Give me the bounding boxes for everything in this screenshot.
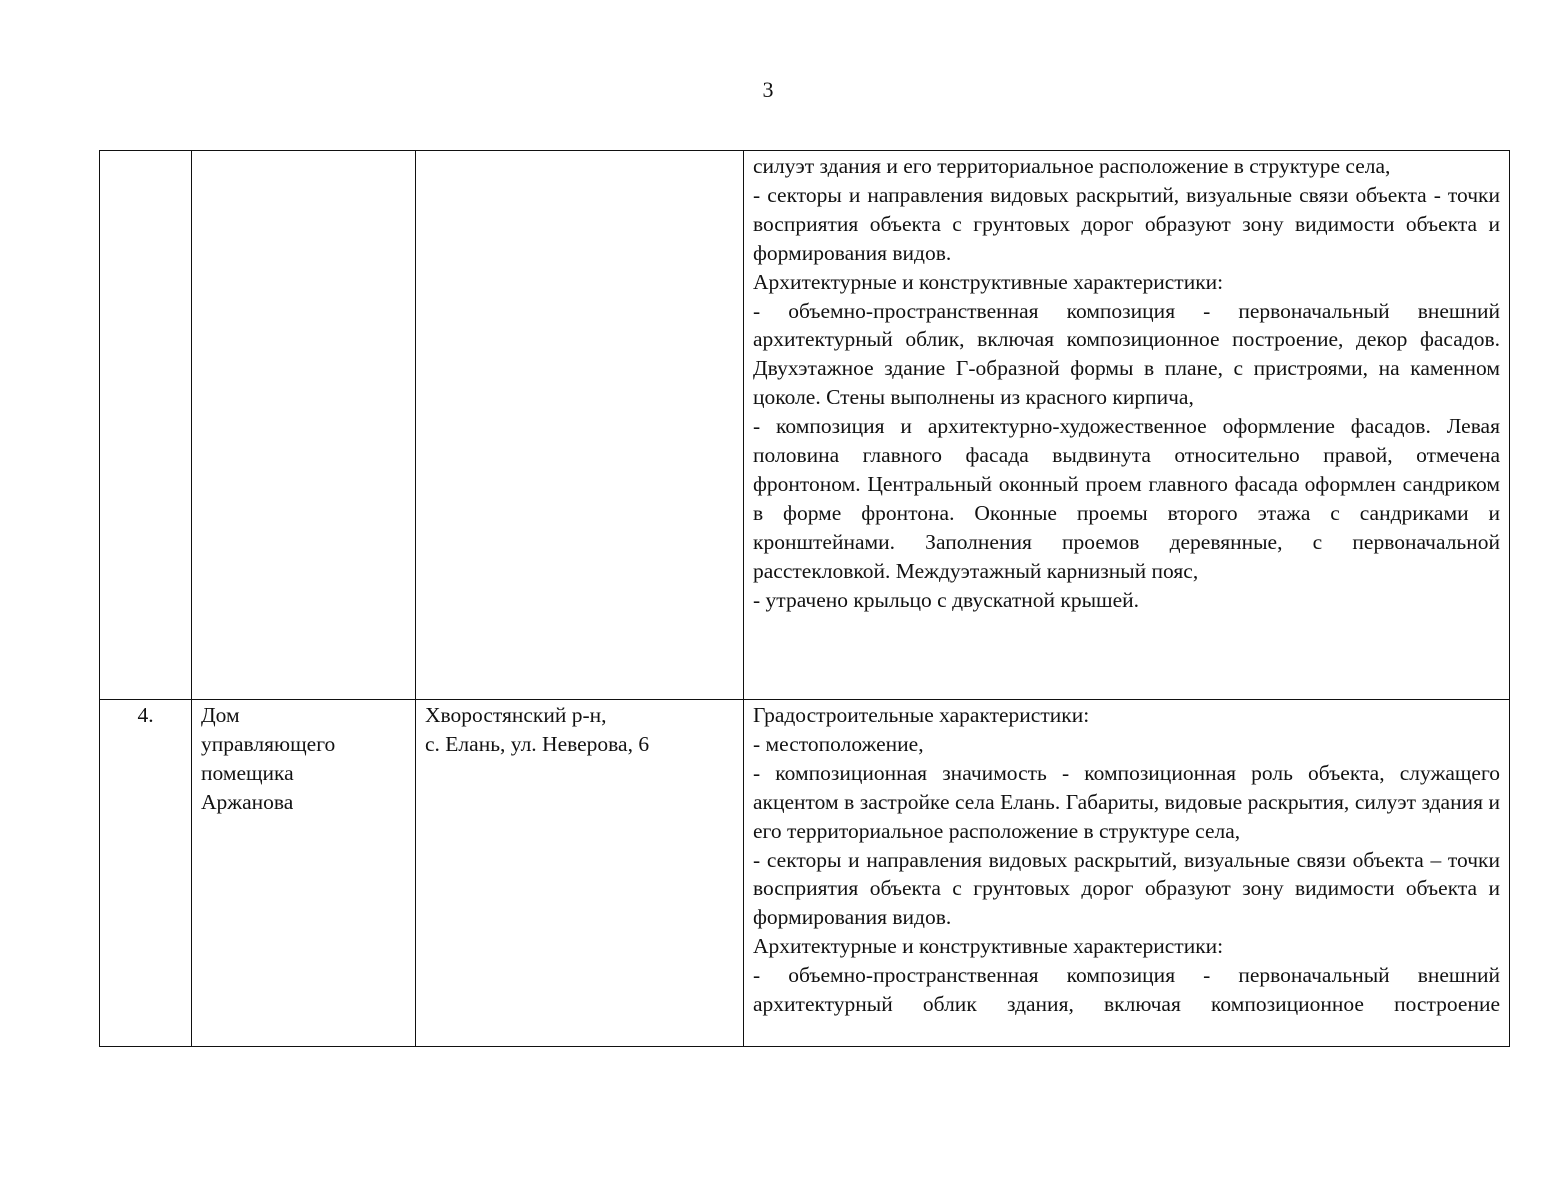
object-name-line: управляющего: [201, 731, 336, 756]
object-address-cell: [416, 700, 744, 1047]
table-row: [100, 151, 1510, 700]
description-paragraph: - объемно-пространственная композиция - первоначальный внешний архитектурный облик здания, включая композиционное построение: [753, 963, 1500, 1017]
object-address-cell: [416, 151, 744, 700]
object-name-cell: [192, 700, 416, 1047]
page-number: 3: [762, 77, 774, 102]
object-name-cell: [192, 151, 416, 700]
object-address-line: с. Елань, ул. Неверова, 6: [425, 731, 650, 756]
description-paragraph: - объемно-пространственная композиция - первоначальный внешний архитектурный облик, включая композиционное построение, декор фасадов. Двухэтажное здание Г-образной формы в плане, с пристроями, на каменном цоколе. Стены выполнены из красного кирпича,: [753, 298, 1500, 410]
description-paragraph: - секторы и направления видовых раскрытий, визуальные связи объекта – точки восприятия объекта с грунтовых дорог образуют зону видимости объекта и формирования видов.: [753, 847, 1500, 930]
object-description-cell: [744, 151, 1510, 700]
description-paragraph: - секторы и направления видовых раскрытий, визуальные связи объекта - точки восприятия объекта с грунтовых дорог образуют зону видимости объекта и формирования видов.: [753, 182, 1500, 265]
table-row: [100, 700, 1510, 1047]
object-description-cell: [744, 700, 1510, 1047]
description-paragraph: Архитектурные и конструктивные характеристики:: [753, 934, 1224, 959]
description-paragraph: Градостроительные характеристики:: [753, 703, 1090, 727]
description-paragraph: - композиционная значимость - композиционная роль объекта, служащего акцентом в застройке села Елань. Габариты, видовые раскрытия, силуэт здания и его территориальное расположение в структуре села,: [753, 760, 1500, 843]
description-paragraph: - местоположение,: [753, 731, 924, 756]
description-paragraph: Архитектурные и конструктивные характеристики:: [753, 269, 1224, 294]
description-paragraph: - композиция и архитектурно-художественное оформление фасадов. Левая половина главного фасада выдвинута относительно правой, отмечена фронтоном. Центральный оконный проем главного фасада оформлен сандриком в форме фронтона. Оконные проемы второго этажа с сандриками и кронштейнами. Заполнения проемов деревянные, с первоначальной расстекловкой. Междуэтажный карнизный пояс,: [753, 414, 1500, 583]
row-number-cell: 4.: [100, 700, 192, 1047]
description-paragraph: - утрачено крыльцо с двускатной крышей.: [753, 587, 1139, 612]
row-number-cell: [100, 151, 192, 700]
object-name-line: помещика: [201, 760, 294, 785]
object-name-line: Аржанова: [201, 789, 294, 814]
object-address-line: Хворостянский р-н,: [425, 703, 607, 727]
heritage-objects-table: [99, 150, 1510, 1047]
description-paragraph: силуэт здания и его территориальное расположение в структуре села,: [753, 154, 1391, 178]
object-name-line: Дом: [201, 703, 240, 727]
